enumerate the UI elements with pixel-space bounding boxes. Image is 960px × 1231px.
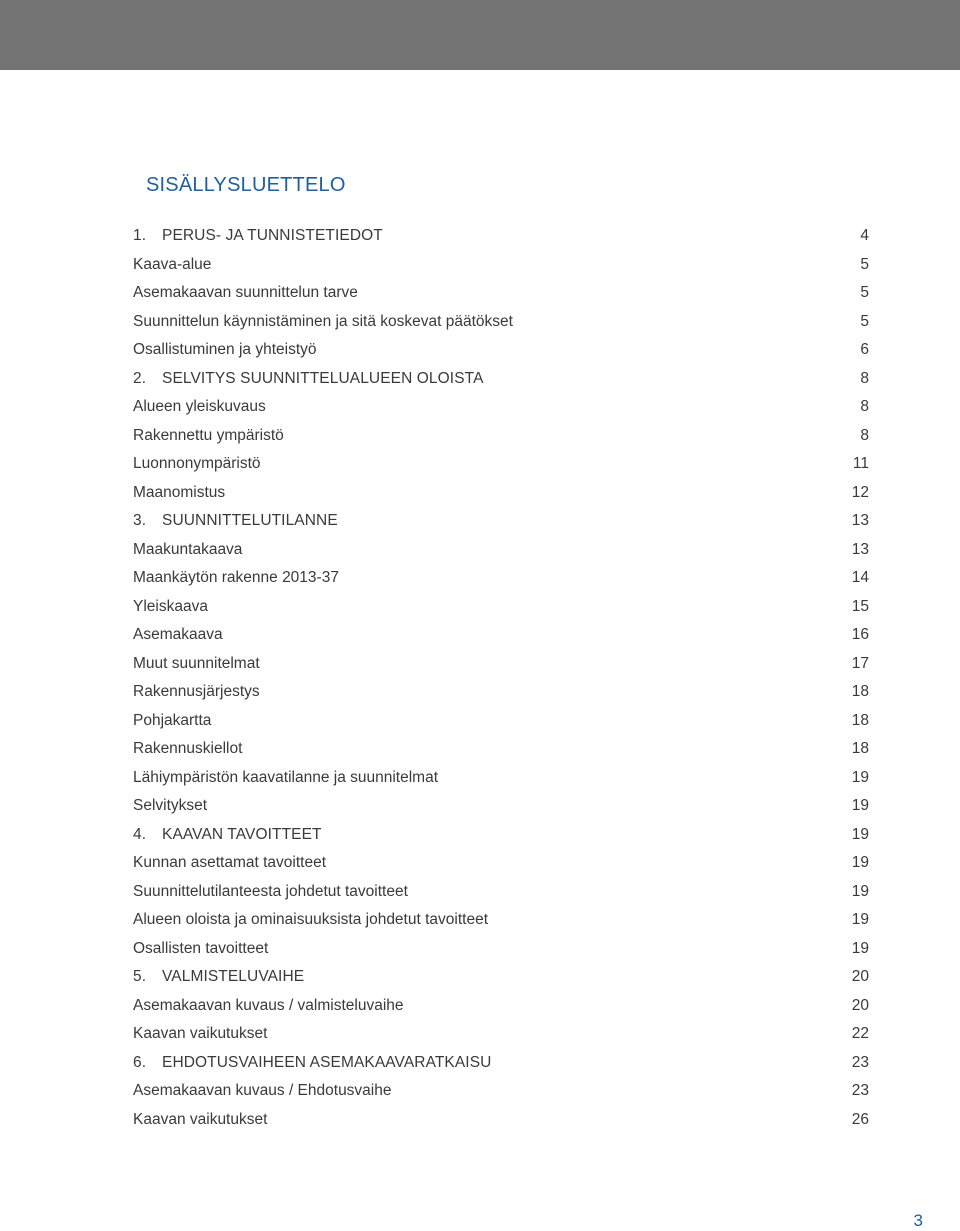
toc-entry-text: Asemakaavan kuvaus / Ehdotusvaihe <box>133 1082 392 1100</box>
toc-entry-label <box>133 341 317 359</box>
toc-section-number: 3. <box>133 512 147 530</box>
toc-page-number: 20 <box>851 996 869 1014</box>
toc-entry[interactable] <box>133 479 869 508</box>
toc-entry[interactable] <box>133 450 869 479</box>
toc-entry-label <box>133 284 358 302</box>
toc-entry-text: Kaavan vaikutukset <box>133 1110 268 1128</box>
toc-entry-label <box>133 313 513 331</box>
toc-entry-label <box>133 1111 267 1129</box>
toc-entry-label <box>133 740 242 758</box>
toc-entry[interactable] <box>133 764 869 793</box>
toc-entry-text: Selvitykset <box>133 797 208 815</box>
header-bar <box>0 0 960 70</box>
toc-entry[interactable] <box>133 935 869 964</box>
toc-section-number: 4. <box>133 825 147 843</box>
toc-entry[interactable] <box>133 536 869 565</box>
toc-entry-label <box>133 997 404 1015</box>
toc-entry-text: Maanomistus <box>133 483 226 501</box>
toc-page-number: 22 <box>851 1025 869 1043</box>
toc-entry-label <box>133 797 207 815</box>
toc-entry[interactable] <box>133 735 869 764</box>
toc-entry-text: VALMISTELUVAIHE <box>162 968 305 986</box>
toc-entry-text: Maakuntakaava <box>133 540 243 558</box>
toc-page-number: 8 <box>860 369 869 387</box>
toc-entry[interactable] <box>133 878 869 907</box>
toc-entry-text: PERUS- JA TUNNISTETIEDOT <box>162 227 383 245</box>
toc-page-number: 15 <box>851 597 869 615</box>
toc-entry-text: SUUNNITTELUTILANNE <box>162 512 338 530</box>
toc-entry-label <box>133 883 408 901</box>
toc-entry-text: Rakennettu ympäristö <box>133 426 284 444</box>
toc-entry-label <box>133 968 304 986</box>
toc-entry[interactable] <box>133 992 869 1021</box>
toc-section-entry[interactable] <box>133 222 869 251</box>
toc-entry[interactable] <box>133 678 869 707</box>
toc-entry-label <box>133 655 260 673</box>
toc-page-number: 8 <box>860 426 869 444</box>
toc-entry-text: Lähiympäristön kaavatilanne ja suunnitelmat <box>133 768 439 786</box>
toc-page-number: 19 <box>851 939 869 957</box>
toc-entry-label <box>133 398 266 416</box>
toc-entry-text: Rakennuskiellot <box>133 740 243 758</box>
toc-entry[interactable] <box>133 792 869 821</box>
toc-section-entry[interactable] <box>133 821 869 850</box>
toc-page-number: 12 <box>851 483 869 501</box>
toc-entry-label <box>133 1054 491 1072</box>
toc-entry-text: Osallisten tavoitteet <box>133 939 269 957</box>
toc-entry-text: Maankäytön rakenne 2013-37 <box>133 569 339 587</box>
toc-entry-text: Asemakaava <box>133 626 223 644</box>
toc-entry[interactable] <box>133 1106 869 1135</box>
toc-page-number: 13 <box>851 540 869 558</box>
toc-page-number: 4 <box>860 227 869 245</box>
toc-page-number: 13 <box>851 512 869 530</box>
toc-entry[interactable] <box>133 906 869 935</box>
toc-page-number: 23 <box>851 1053 869 1071</box>
toc-entry-text: SELVITYS SUUNNITTELUALUEEN OLOISTA <box>162 369 484 387</box>
toc-entry[interactable] <box>133 422 869 451</box>
toc-entry[interactable] <box>133 1020 869 1049</box>
toc-page-number: 5 <box>860 312 869 330</box>
toc-page-number: 5 <box>860 255 869 273</box>
toc-section-number: 2. <box>133 369 147 387</box>
toc-entry[interactable] <box>133 336 869 365</box>
toc-entry-text: Kaavan vaikutukset <box>133 1025 268 1043</box>
toc-page-number: 11 <box>852 455 869 473</box>
toc-entry[interactable] <box>133 650 869 679</box>
toc-entry-label <box>133 1025 267 1043</box>
toc-entry-label <box>133 256 211 274</box>
toc-section-entry[interactable] <box>133 1049 869 1078</box>
toc-page-number: 18 <box>851 683 869 701</box>
toc-page-number: 5 <box>860 284 869 302</box>
toc-entry-text: Suunnittelutilanteesta johdetut tavoitteet <box>133 882 408 900</box>
toc-entry[interactable] <box>133 621 869 650</box>
toc-entry[interactable] <box>133 279 869 308</box>
toc-entry-label <box>133 512 338 530</box>
toc-page-number: 23 <box>851 1082 869 1100</box>
toc-entry-text: Rakennusjärjestys <box>133 683 260 701</box>
toc-entry-label <box>133 626 223 644</box>
toc-page-number: 6 <box>860 341 869 359</box>
toc-entry[interactable] <box>133 707 869 736</box>
toc-entry-text: Yleiskaava <box>133 597 208 615</box>
toc-title: SISÄLLYSLUETTELO <box>146 174 346 196</box>
toc-entry[interactable] <box>133 393 869 422</box>
toc-page-number: 18 <box>851 740 869 758</box>
toc-entry-label <box>133 541 242 559</box>
toc-entry[interactable] <box>133 251 869 280</box>
toc-entry-text: Luonnonympäristö <box>133 455 261 473</box>
toc-entry-text: Kunnan asettamat tavoitteet <box>133 854 327 872</box>
toc-entry-label <box>133 370 484 388</box>
toc-entry-label <box>133 1082 392 1100</box>
toc-entry-text: Asemakaavan kuvaus / valmisteluvaihe <box>133 996 404 1014</box>
toc-entry-text: Muut suunnitelmat <box>133 654 260 672</box>
toc-entry-text: KAAVAN TAVOITTEET <box>162 825 322 843</box>
toc-page-number: 19 <box>851 854 869 872</box>
toc-page-number: 14 <box>851 569 869 587</box>
toc-list <box>133 222 869 1134</box>
toc-page-number: 19 <box>851 911 869 929</box>
toc-section-number: 1. <box>133 227 147 245</box>
toc-section-entry[interactable] <box>133 963 869 992</box>
toc-entry[interactable] <box>133 849 869 878</box>
toc-entry-label <box>133 911 488 929</box>
toc-entry-label <box>133 683 260 701</box>
toc-entry[interactable] <box>133 308 869 337</box>
toc-page-number: 19 <box>851 825 869 843</box>
toc-entry-text: Alueen yleiskuvaus <box>133 398 266 416</box>
toc-page-number: 19 <box>851 797 869 815</box>
toc-page-number: 19 <box>851 882 869 900</box>
toc-section-number: 5. <box>133 968 147 986</box>
toc-section-number: 6. <box>133 1053 147 1071</box>
toc-entry-label <box>133 484 225 502</box>
toc-entry[interactable] <box>133 1077 869 1106</box>
toc-entry-text: EHDOTUSVAIHEEN ASEMAKAAVARATKAISU <box>162 1053 492 1071</box>
toc-entry-text: Alueen oloista ja ominaisuuksista johdetut tavoitteet <box>133 911 488 929</box>
toc-section-entry[interactable] <box>133 507 869 536</box>
toc-entry-text: Osallistuminen ja yhteistyö <box>133 341 317 359</box>
toc-entry-text: Pohjakartta <box>133 711 212 729</box>
page-number: 3 <box>913 1211 923 1230</box>
toc-entry-label <box>133 598 208 616</box>
toc-entry-label <box>133 227 383 245</box>
toc-entry-label <box>133 427 284 445</box>
toc-entry-label <box>133 455 261 473</box>
toc-entry-text: Asemakaavan suunnittelun tarve <box>133 284 358 302</box>
toc-page-number: 20 <box>851 968 869 986</box>
toc-entry-text: Suunnittelun käynnistäminen ja sitä koskevat päätökset <box>133 312 513 330</box>
toc-entry-label <box>133 712 211 730</box>
toc-entry-label <box>133 769 438 787</box>
toc-page-number: 8 <box>860 398 869 416</box>
toc-section-entry[interactable] <box>133 365 869 394</box>
toc-page-number: 26 <box>851 1110 869 1128</box>
toc-entry-text: Kaava-alue <box>133 255 212 273</box>
toc-page-number: 18 <box>851 711 869 729</box>
toc-page-number: 19 <box>851 768 869 786</box>
toc-page-number: 16 <box>851 626 869 644</box>
toc-entry[interactable] <box>133 593 869 622</box>
toc-page-number: 17 <box>851 654 869 672</box>
toc-entry[interactable] <box>133 564 869 593</box>
toc-entry-label <box>133 940 268 958</box>
toc-entry-label <box>133 569 339 587</box>
toc-entry-label <box>133 826 322 844</box>
toc-entry-label <box>133 854 326 872</box>
